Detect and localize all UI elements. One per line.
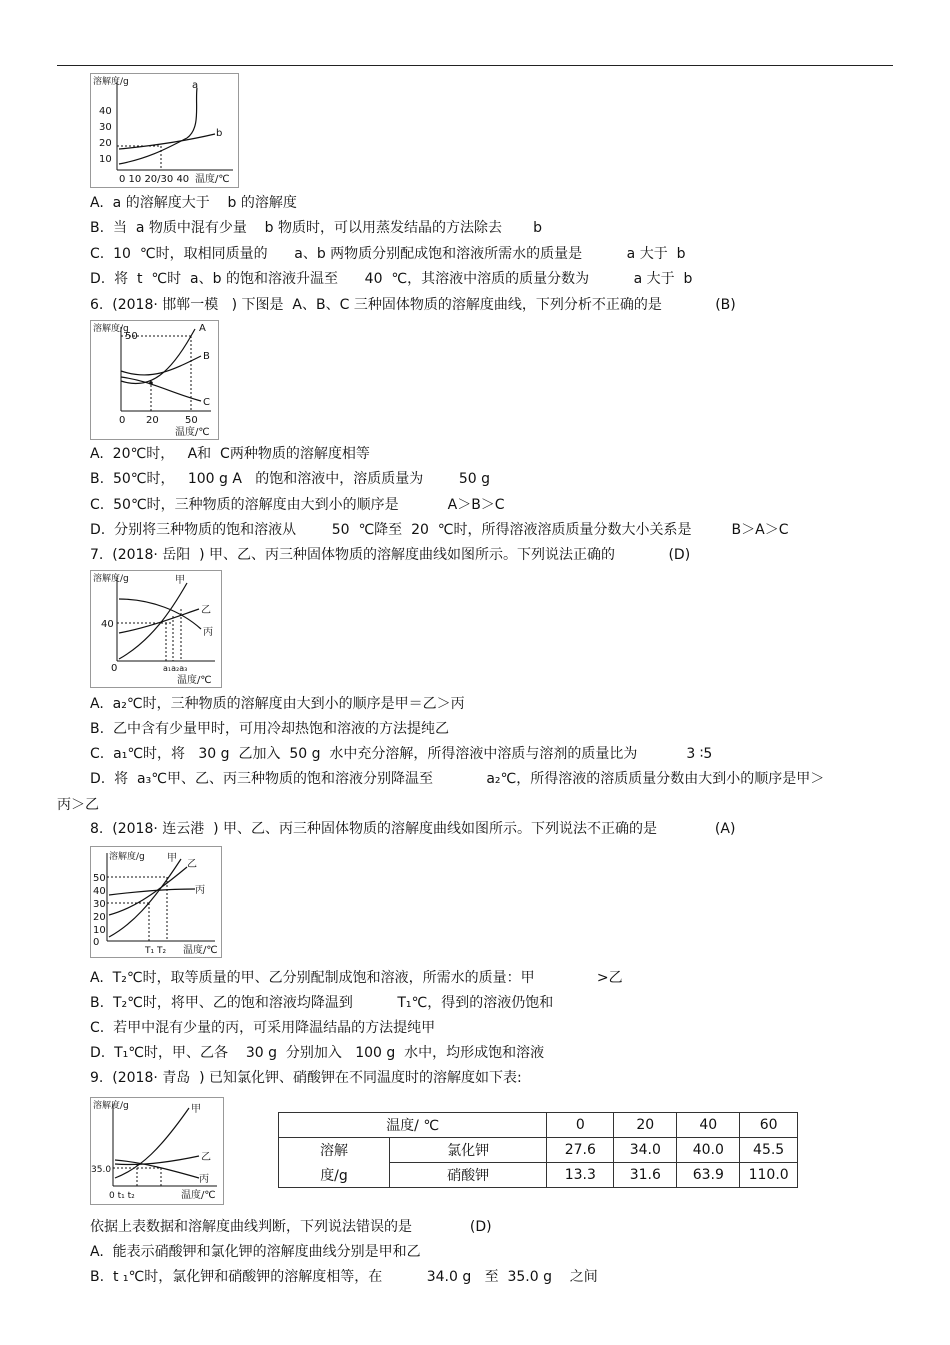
table-cell-name: 硝酸钾 xyxy=(390,1163,547,1188)
q9-chart xyxy=(90,1097,224,1205)
q5-label-b: b xyxy=(216,128,223,139)
q8-ytick-50: 50 xyxy=(93,873,106,884)
q5-ytick-30: 30 xyxy=(99,122,112,133)
table-cell: 27.6 xyxy=(547,1138,614,1163)
q5-xlabel: 温度/℃ xyxy=(195,174,230,185)
table-cell-name: 氯化钾 xyxy=(390,1138,547,1163)
q7-ytick-40: 40 xyxy=(101,619,114,630)
table-cell: 40.0 xyxy=(677,1138,740,1163)
table-row-label: 度/g xyxy=(279,1163,390,1188)
q6-ylabel: 溶解度/g xyxy=(93,324,129,334)
header-rule xyxy=(57,65,893,66)
table-cell: 34.0 xyxy=(614,1138,677,1163)
q7-xticks: a₁a₂a₃ xyxy=(163,664,188,673)
q6-curve-c xyxy=(121,377,201,401)
q7-option-d: D. 将 a₃℃甲、乙、丙三种物质的饱和溶液分别降温至 a₂℃，所得溶液的溶质质量分数由大到小的顺序是甲＞ xyxy=(90,771,825,787)
q8-ylabel: 溶解度/g xyxy=(109,852,145,862)
table-header-cell: 60 xyxy=(740,1113,798,1138)
q6-option-d: D. 分别将三种物质的饱和溶液从 50 ℃降至 20 ℃时，所得溶液溶质质量分数大小关系是 B＞A＞C xyxy=(90,522,789,538)
q8-option-b: B. T₂℃时，将甲、乙的饱和溶液均降温到 T₁℃，得到的溶液仍饱和 xyxy=(90,995,554,1011)
q9-stem: 9. (2018· 青岛 ) 已知氯化钾、硝酸钾在不同温度时的溶解度如下表: xyxy=(90,1070,522,1086)
q5-option-b: B. 当 a 物质中混有少量 b 物质时，可以用蒸发结晶的方法除去 b xyxy=(90,220,543,236)
q7-option-d-cont: 丙＞乙 xyxy=(57,797,99,813)
q8-ytick-0: 0 xyxy=(93,937,100,948)
q8-chart xyxy=(90,846,222,958)
q7-label-yi: 乙 xyxy=(201,605,211,616)
q7-ylabel: 溶解度/g xyxy=(93,574,129,584)
q9-option-b: B. t ₁℃时，氯化钾和硝酸钾的溶解度相等，在 34.0 g 至 35.0 g 之间 xyxy=(90,1269,598,1285)
table-cell: 13.3 xyxy=(547,1163,614,1188)
q9-curve-yi xyxy=(115,1156,199,1165)
q9-xlabel: 温度/℃ xyxy=(181,1190,216,1201)
table-cell: 31.6 xyxy=(614,1163,677,1188)
q7-label-jia: 甲 xyxy=(175,575,185,586)
q9-xticks: 0 t₁ t₂ xyxy=(109,1191,135,1201)
q9-ylabel: 溶解度/g xyxy=(93,1101,129,1111)
q8-option-d: D. T₁℃时，甲、乙各 30 g 分别加入 100 g 水中，均形成饱和溶液 xyxy=(90,1045,545,1061)
solubility-table xyxy=(278,1112,798,1188)
q7-curve-yi xyxy=(119,609,199,633)
q6-ytick-50: 50 xyxy=(125,331,138,342)
q8-label-bing: 丙 xyxy=(195,885,205,896)
q9-option-a: A. 能表示硝酸钾和氯化钾的溶解度曲线分别是甲和乙 xyxy=(90,1244,421,1260)
q7-option-b: B. 乙中含有少量甲时，可用冷却热饱和溶液的方法提纯乙 xyxy=(90,721,449,737)
table-cell: 110.0 xyxy=(740,1163,798,1188)
q7-option-c: C. a₁℃时，将 30 g 乙加入 50 g 水中充分溶解，所得溶液中溶质与溶剂的质量比为 3 ∶5 xyxy=(90,746,713,762)
q7-xtick-0: 0 xyxy=(111,663,118,674)
q7-chart xyxy=(90,570,222,688)
table-header-cell: 40 xyxy=(677,1113,740,1138)
table-cell: 45.5 xyxy=(740,1138,798,1163)
q7-curve-bing xyxy=(119,599,201,629)
q5-option-c: C. 10 ℃时，取相同质量的 a、b 两物质分别配成饱和溶液所需水的质量是 a 大于 b xyxy=(90,246,686,262)
q9-after: 依据上表数据和溶解度曲线判断，下列说法错误的是 (D) xyxy=(90,1219,492,1235)
table-row xyxy=(279,1138,798,1163)
q5-label-a: a xyxy=(192,80,199,91)
q8-xlabel: 温度/℃ xyxy=(183,945,218,956)
q8-ytick-40: 40 xyxy=(93,886,106,897)
table-row-label: 溶解 xyxy=(279,1138,390,1163)
q8-xticks: T₁ T₂ xyxy=(145,946,167,956)
q9-ytick-35: 35.0 xyxy=(91,1165,112,1175)
q5-curve-a xyxy=(119,88,197,164)
q6-label-c: C xyxy=(203,397,210,408)
q5-ytick-20: 20 xyxy=(99,138,112,149)
q8-ytick-20: 20 xyxy=(93,912,106,923)
q6-xtick-0: 0 xyxy=(119,415,126,426)
q6-curve-b xyxy=(121,356,201,375)
q6-label-a: A xyxy=(199,323,206,334)
table-row xyxy=(279,1163,798,1188)
table-cell: 63.9 xyxy=(677,1163,740,1188)
q5-option-d: D. 将 t ℃时 a、b 的饱和溶液升温至 40 ℃，其溶液中溶质的质量分数为 a 大于 b xyxy=(90,271,693,287)
q5-curve-b xyxy=(119,134,215,149)
q9-label-yi: 乙 xyxy=(201,1152,211,1163)
q5-option-a: A. a 的溶解度大于 b 的溶解度 xyxy=(90,195,297,211)
q6-stem: 6. (2018· 邯郸一模 ) 下图是 A、B、C 三种固体物质的溶解度曲线，下列分析不正确的是 (B) xyxy=(90,297,736,313)
q8-stem: 8. (2018· 连云港 ) 甲、乙、丙三种固体物质的溶解度曲线如图所示。下列说法不正确的是 (A) xyxy=(90,821,736,837)
table-header-temp: 温度/ ℃ xyxy=(279,1113,547,1138)
q8-option-a: A. T₂℃时，取等质量的甲、乙分别配制成饱和溶液，所需水的质量：甲 >乙 xyxy=(90,970,623,986)
q7-stem: 7. (2018· 岳阳 ) 甲、乙、丙三种固体物质的溶解度曲线如图所示。下列说法正确的 (D) xyxy=(90,547,691,563)
q8-ytick-10: 10 xyxy=(93,925,106,936)
q7-option-a: A. a₂℃时，三种物质的溶解度由大到小的顺序是甲＝乙＞丙 xyxy=(90,696,465,712)
q8-label-jia: 甲 xyxy=(167,853,177,864)
q6-option-c: C. 50℃时，三种物质的溶解度由大到小的顺序是 A＞B＞C xyxy=(90,497,505,513)
q9-label-bing: 丙 xyxy=(199,1174,209,1185)
q9-label-jia: 甲 xyxy=(191,1104,201,1115)
q5-ytick-40: 40 xyxy=(99,106,112,117)
q5-ytick-10: 10 xyxy=(99,154,112,165)
q5-chart xyxy=(90,73,239,188)
q7-label-bing: 丙 xyxy=(203,627,213,638)
table-row xyxy=(279,1113,798,1138)
q8-option-c: C. 若甲中混有少量的丙，可采用降温结晶的方法提纯甲 xyxy=(90,1020,436,1036)
table-header-cell: 20 xyxy=(614,1113,677,1138)
q7-xlabel: 温度/℃ xyxy=(177,675,212,686)
q5-xticks: 0 10 20/30 40 xyxy=(119,174,190,185)
q8-ytick-30: 30 xyxy=(93,899,106,910)
q6-xtick-20: 20 xyxy=(146,415,159,426)
q8-label-yi: 乙 xyxy=(187,859,197,870)
q7-curve-jia xyxy=(119,583,187,659)
q6-option-a: A. 20℃时， A和 C两种物质的溶解度相等 xyxy=(90,446,370,462)
q6-chart xyxy=(90,320,219,440)
q6-xtick-50: 50 xyxy=(185,415,198,426)
q6-xlabel: 温度/℃ xyxy=(175,427,210,438)
table-header-cell: 0 xyxy=(547,1113,614,1138)
q6-label-b: B xyxy=(203,351,210,362)
q5-ylabel: 溶解度/g xyxy=(93,77,129,87)
q6-option-b: B. 50℃时， 100 g A 的饱和溶液中，溶质质量为 50 g xyxy=(90,471,491,487)
